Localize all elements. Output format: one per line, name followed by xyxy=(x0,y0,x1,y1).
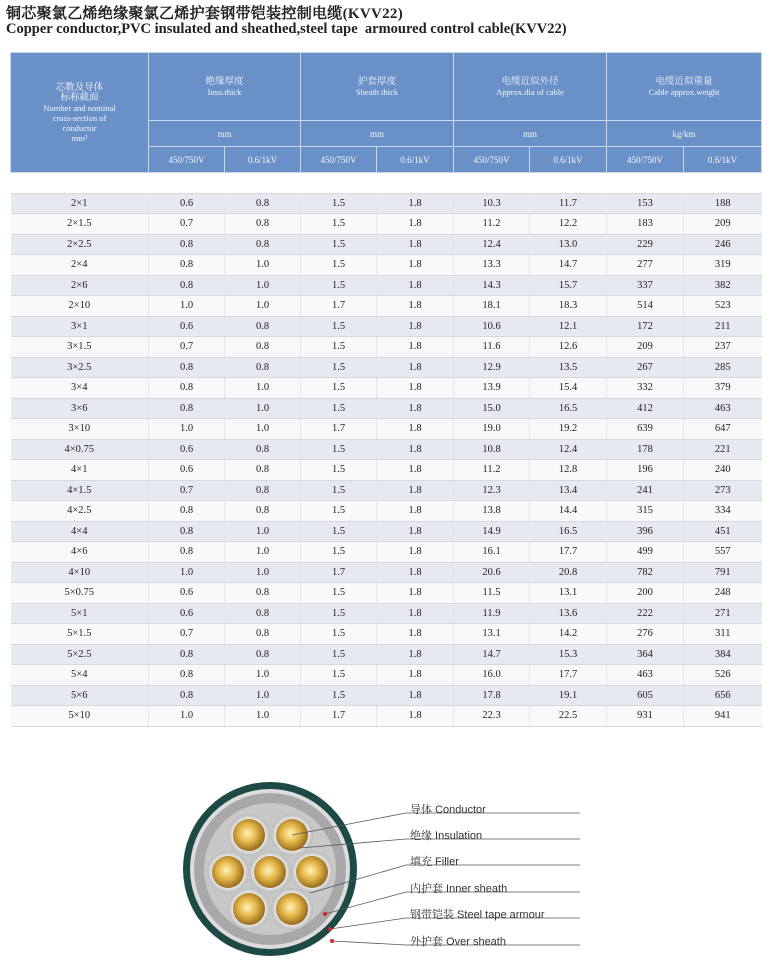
table-cell: 19.1 xyxy=(530,685,607,706)
label-filler: 填充 Filler xyxy=(410,856,459,868)
table-cell: 931 xyxy=(607,706,684,727)
table-cell: 1.8 xyxy=(377,562,454,583)
table-cell: 10.8 xyxy=(454,439,530,460)
cell-cross-section: 5×4 xyxy=(11,665,149,686)
table-cell: 16.0 xyxy=(454,665,530,686)
table-cell: 1.8 xyxy=(377,644,454,665)
table-cell: 1.0 xyxy=(225,275,301,296)
table-cell: 22.3 xyxy=(454,706,530,727)
table-cell: 14.4 xyxy=(530,501,607,522)
table-cell: 229 xyxy=(607,234,684,255)
table-cell: 13.6 xyxy=(530,603,607,624)
table-cell: 0.6 xyxy=(149,316,225,337)
table-cell: 14.2 xyxy=(530,624,607,645)
table-cell: 941 xyxy=(684,706,762,727)
table-cell: 0.7 xyxy=(149,480,225,501)
table-body xyxy=(11,173,762,727)
table-cell: 241 xyxy=(607,480,684,501)
table-cell: 16.5 xyxy=(530,398,607,419)
table-cell: 605 xyxy=(607,685,684,706)
table-row xyxy=(11,296,762,317)
cell-cross-section: 2×1.5 xyxy=(11,214,149,235)
table-cell: 12.4 xyxy=(454,234,530,255)
cable-cross-section-svg xyxy=(0,772,770,967)
table-cell: 1.7 xyxy=(301,706,377,727)
table-cell: 200 xyxy=(607,583,684,604)
table-cell: 523 xyxy=(684,296,762,317)
table-row xyxy=(11,275,762,296)
table-cell: 0.8 xyxy=(225,583,301,604)
table-cell: 183 xyxy=(607,214,684,235)
table-cell: 267 xyxy=(607,357,684,378)
table-cell: 0.6 xyxy=(149,193,225,214)
table-row xyxy=(11,398,762,419)
table-cell: 1.5 xyxy=(301,337,377,358)
table-cell: 13.9 xyxy=(454,378,530,399)
table-cell: 1.5 xyxy=(301,501,377,522)
table-cell: 1.0 xyxy=(149,706,225,727)
table-cell: 1.8 xyxy=(377,521,454,542)
table-cell: 240 xyxy=(684,460,762,481)
table-cell: 526 xyxy=(684,665,762,686)
table-row xyxy=(11,357,762,378)
table-cell: 364 xyxy=(607,644,684,665)
table-cell: 12.6 xyxy=(530,337,607,358)
table-cell: 1.5 xyxy=(301,480,377,501)
voltage-label: 450/750V xyxy=(454,147,530,173)
table-cell: 13.4 xyxy=(530,480,607,501)
cell-cross-section: 4×2.5 xyxy=(11,501,149,522)
table-cell: 1.8 xyxy=(377,685,454,706)
voltage-label: 0.6/1kV xyxy=(377,147,454,173)
table-cell: 1.7 xyxy=(301,562,377,583)
table-cell: 1.8 xyxy=(377,419,454,440)
table-cell: 13.5 xyxy=(530,357,607,378)
table-cell: 1.8 xyxy=(377,624,454,645)
table-cell: 0.8 xyxy=(149,665,225,686)
table-cell: 12.3 xyxy=(454,480,530,501)
table-cell: 1.0 xyxy=(225,296,301,317)
table-cell: 1.8 xyxy=(377,255,454,276)
cell-cross-section: 4×4 xyxy=(11,521,149,542)
table-cell: 1.7 xyxy=(301,296,377,317)
cell-cross-section: 2×10 xyxy=(11,296,149,317)
table-cell: 1.5 xyxy=(301,378,377,399)
table-cell: 1.5 xyxy=(301,316,377,337)
table-cell: 18.3 xyxy=(530,296,607,317)
table-cell: 1.5 xyxy=(301,214,377,235)
table-cell: 1.5 xyxy=(301,685,377,706)
table-cell: 311 xyxy=(684,624,762,645)
table-row xyxy=(11,665,762,686)
table-cell: 17.7 xyxy=(530,665,607,686)
cell-cross-section: 2×1 xyxy=(11,193,149,214)
table-cell: 0.8 xyxy=(149,521,225,542)
cell-cross-section: 2×6 xyxy=(11,275,149,296)
cell-cross-section: 4×0.75 xyxy=(11,439,149,460)
header-approx-weight: 电缆近似重量 Cable approx.weight xyxy=(607,53,762,121)
unit-weight: kg/km xyxy=(607,121,762,147)
table-cell: 0.8 xyxy=(149,275,225,296)
table-row xyxy=(11,255,762,276)
table-cell: 1.8 xyxy=(377,460,454,481)
table-cell: 791 xyxy=(684,562,762,583)
table-cell: 639 xyxy=(607,419,684,440)
table-cell: 1.5 xyxy=(301,398,377,419)
table-cell: 271 xyxy=(684,603,762,624)
table-cell: 1.8 xyxy=(377,316,454,337)
table-cell: 14.3 xyxy=(454,275,530,296)
table-cell: 10.6 xyxy=(454,316,530,337)
table-cell: 319 xyxy=(684,255,762,276)
table-cell: 0.8 xyxy=(149,255,225,276)
core xyxy=(291,851,333,893)
cell-cross-section: 3×1 xyxy=(11,316,149,337)
table-cell: 14.7 xyxy=(454,644,530,665)
table-cell: 172 xyxy=(607,316,684,337)
core xyxy=(249,851,291,893)
cell-cross-section: 3×4 xyxy=(11,378,149,399)
table-cell: 0.6 xyxy=(149,439,225,460)
table-cell: 0.8 xyxy=(225,603,301,624)
table-row xyxy=(11,419,762,440)
table-cell: 211 xyxy=(684,316,762,337)
table-cell: 782 xyxy=(607,562,684,583)
table-cell: 12.2 xyxy=(530,214,607,235)
table-cell: 1.5 xyxy=(301,234,377,255)
cell-cross-section: 5×6 xyxy=(11,685,149,706)
table-cell: 273 xyxy=(684,480,762,501)
table-cell: 16.1 xyxy=(454,542,530,563)
table-cell: 1.8 xyxy=(377,214,454,235)
table-cell: 12.1 xyxy=(530,316,607,337)
table-cell: 0.8 xyxy=(149,234,225,255)
table-cell: 1.0 xyxy=(225,685,301,706)
table-row xyxy=(11,234,762,255)
table-cell: 11.2 xyxy=(454,460,530,481)
label-inner-sheath: 内护套 Inner sheath xyxy=(410,883,508,895)
header-sheath-thickness: 护套厚度 Sheath thick xyxy=(301,53,454,121)
table-cell: 1.8 xyxy=(377,193,454,214)
table-cell: 1.5 xyxy=(301,439,377,460)
table-cell: 196 xyxy=(607,460,684,481)
table-cell: 16.5 xyxy=(530,521,607,542)
table-cell: 1.0 xyxy=(225,706,301,727)
table-row xyxy=(11,480,762,501)
label-conductor: 导体 Conductor xyxy=(410,804,486,816)
table-cell: 277 xyxy=(607,255,684,276)
table-cell: 178 xyxy=(607,439,684,460)
core xyxy=(271,888,313,930)
core xyxy=(228,814,270,856)
table-cell: 1.5 xyxy=(301,357,377,378)
cell-cross-section: 5×1 xyxy=(11,603,149,624)
table-row xyxy=(11,439,762,460)
table-cell: 1.5 xyxy=(301,665,377,686)
cell-cross-section: 3×10 xyxy=(11,419,149,440)
table-cell: 0.8 xyxy=(225,460,301,481)
table-cell: 1.8 xyxy=(377,357,454,378)
table-cell: 11.6 xyxy=(454,337,530,358)
cell-cross-section: 5×10 xyxy=(11,706,149,727)
cell-cross-section: 5×1.5 xyxy=(11,624,149,645)
table-cell: 15.3 xyxy=(530,644,607,665)
table-cell: 17.8 xyxy=(454,685,530,706)
table-cell: 285 xyxy=(684,357,762,378)
table-cell: 382 xyxy=(684,275,762,296)
table-cell: 153 xyxy=(607,193,684,214)
table-cell: 1.8 xyxy=(377,296,454,317)
table-cell: 15.0 xyxy=(454,398,530,419)
table-cell: 1.8 xyxy=(377,337,454,358)
table-cell: 332 xyxy=(607,378,684,399)
table-cell: 0.8 xyxy=(149,542,225,563)
cell-cross-section: 3×1.5 xyxy=(11,337,149,358)
table-cell: 1.8 xyxy=(377,275,454,296)
table-cell: 13.1 xyxy=(530,583,607,604)
table-cell: 11.5 xyxy=(454,583,530,604)
table-cell: 0.7 xyxy=(149,214,225,235)
table-cell: 1.7 xyxy=(301,419,377,440)
table-row xyxy=(11,562,762,583)
table-cell: 1.5 xyxy=(301,624,377,645)
table-cell: 13.1 xyxy=(454,624,530,645)
table-cell: 221 xyxy=(684,439,762,460)
table-cell: 384 xyxy=(684,644,762,665)
table-cell: 1.5 xyxy=(301,460,377,481)
table-cell: 463 xyxy=(607,665,684,686)
table-cell: 315 xyxy=(607,501,684,522)
table-cell: 1.5 xyxy=(301,583,377,604)
table-cell: 20.6 xyxy=(454,562,530,583)
table-cell: 1.8 xyxy=(377,234,454,255)
table-cell: 13.0 xyxy=(530,234,607,255)
cell-cross-section: 4×6 xyxy=(11,542,149,563)
table-cell: 13.3 xyxy=(454,255,530,276)
table-cell: 0.8 xyxy=(225,234,301,255)
table-cell: 379 xyxy=(684,378,762,399)
cell-cross-section: 4×1.5 xyxy=(11,480,149,501)
table-cell: 0.8 xyxy=(225,193,301,214)
table-cell: 0.6 xyxy=(149,460,225,481)
table-cell: 412 xyxy=(607,398,684,419)
table-cell: 1.8 xyxy=(377,398,454,419)
table-cell: 656 xyxy=(684,685,762,706)
table-cell: 22.5 xyxy=(530,706,607,727)
table-cell: 0.8 xyxy=(149,644,225,665)
table-cell: 1.5 xyxy=(301,542,377,563)
table-cell: 0.8 xyxy=(149,378,225,399)
table-row xyxy=(11,193,762,214)
table-cell: 15.7 xyxy=(530,275,607,296)
table-cell: 1.8 xyxy=(377,706,454,727)
table-cell: 209 xyxy=(684,214,762,235)
header-approx-diameter: 电缆近似外径 Approx.dia of cable xyxy=(454,53,607,121)
voltage-label: 450/750V xyxy=(149,147,225,173)
table-cell: 15.4 xyxy=(530,378,607,399)
table-cell: 463 xyxy=(684,398,762,419)
table-cell: 0.8 xyxy=(225,644,301,665)
table-row xyxy=(11,316,762,337)
cell-cross-section: 5×2.5 xyxy=(11,644,149,665)
table-cell: 1.0 xyxy=(225,521,301,542)
voltage-label: 450/750V xyxy=(607,147,684,173)
table-cell: 209 xyxy=(607,337,684,358)
table-cell: 12.8 xyxy=(530,460,607,481)
header-cross-section: 芯数及导体 标称截面 Number and nominal cross-section of conductor mm² xyxy=(11,53,149,173)
table-row xyxy=(11,706,762,727)
table-row xyxy=(11,542,762,563)
table-row xyxy=(11,583,762,604)
table-cell: 0.6 xyxy=(149,603,225,624)
table-cell: 0.8 xyxy=(225,337,301,358)
table-cell: 246 xyxy=(684,234,762,255)
table-cell: 0.8 xyxy=(225,480,301,501)
table-cell: 396 xyxy=(607,521,684,542)
cell-cross-section: 3×2.5 xyxy=(11,357,149,378)
table-cell: 1.5 xyxy=(301,603,377,624)
table-cell: 1.8 xyxy=(377,665,454,686)
table-cell: 1.0 xyxy=(225,542,301,563)
table-cell: 499 xyxy=(607,542,684,563)
table-cell: 11.9 xyxy=(454,603,530,624)
cell-cross-section: 4×1 xyxy=(11,460,149,481)
table-cell: 0.8 xyxy=(225,357,301,378)
table-cell: 0.7 xyxy=(149,337,225,358)
table-cell: 14.7 xyxy=(530,255,607,276)
voltage-label: 0.6/1kV xyxy=(684,147,762,173)
label-insulation: 绝缘 Insulation xyxy=(410,830,483,842)
header-row-titles xyxy=(11,53,762,121)
table-row xyxy=(11,337,762,358)
table-cell: 1.0 xyxy=(149,296,225,317)
header-insulation-thickness: 绝缘厚度 Insu.thick xyxy=(149,53,301,121)
table-cell: 0.8 xyxy=(225,439,301,460)
table-cell: 1.0 xyxy=(225,378,301,399)
table-cell: 514 xyxy=(607,296,684,317)
page-title-english: Copper conductor,PVC insulated and sheathed,steel tape armoured control cable(KVV22) xyxy=(6,21,567,37)
table-cell: 1.8 xyxy=(377,583,454,604)
table-cell: 337 xyxy=(607,275,684,296)
unit-sheath: mm xyxy=(301,121,454,147)
table-cell: 1.8 xyxy=(377,378,454,399)
core xyxy=(207,851,249,893)
table-cell: 1.5 xyxy=(301,521,377,542)
table-cell: 12.9 xyxy=(454,357,530,378)
table-cell: 0.8 xyxy=(149,398,225,419)
table-cell: 10.3 xyxy=(454,193,530,214)
table-cell: 188 xyxy=(684,193,762,214)
table-cell: 647 xyxy=(684,419,762,440)
table-row xyxy=(11,378,762,399)
cell-cross-section: 4×10 xyxy=(11,562,149,583)
table-row xyxy=(11,460,762,481)
table-cell: 0.7 xyxy=(149,624,225,645)
table-cell: 222 xyxy=(607,603,684,624)
cell-cross-section: 5×0.75 xyxy=(11,583,149,604)
table-cell: 0.6 xyxy=(149,583,225,604)
table-cell: 1.0 xyxy=(225,419,301,440)
unit-insulation: mm xyxy=(149,121,301,147)
table-cell: 18.1 xyxy=(454,296,530,317)
table-cell: 0.8 xyxy=(225,501,301,522)
table-cell: 237 xyxy=(684,337,762,358)
table-cell: 557 xyxy=(684,542,762,563)
table-cell: 17.7 xyxy=(530,542,607,563)
voltage-label: 450/750V xyxy=(301,147,377,173)
table-row xyxy=(11,685,762,706)
table-cell: 11.2 xyxy=(454,214,530,235)
table-cell: 1.8 xyxy=(377,603,454,624)
table-row xyxy=(11,501,762,522)
table-cell: 19.2 xyxy=(530,419,607,440)
table-cell: 0.8 xyxy=(225,624,301,645)
table-cell: 1.8 xyxy=(377,542,454,563)
table-cell: 334 xyxy=(684,501,762,522)
table-cell: 0.8 xyxy=(149,685,225,706)
table-cell: 1.8 xyxy=(377,480,454,501)
table-cell: 1.5 xyxy=(301,255,377,276)
table-cell: 0.8 xyxy=(225,316,301,337)
cell-cross-section: 2×4 xyxy=(11,255,149,276)
voltage-label: 0.6/1kV xyxy=(225,147,301,173)
table-cell: 1.0 xyxy=(149,419,225,440)
table-cell: 19.0 xyxy=(454,419,530,440)
table-cell: 14.9 xyxy=(454,521,530,542)
label-steel-tape-armour: 钢带铠装 Steel tape armour xyxy=(410,909,545,921)
table-row xyxy=(11,624,762,645)
table-cell: 1.0 xyxy=(225,255,301,276)
table-row xyxy=(11,214,762,235)
table-cell: 276 xyxy=(607,624,684,645)
label-over-sheath: 外护套 Over sheath xyxy=(410,936,506,948)
table-row xyxy=(11,603,762,624)
table-cell: 13.8 xyxy=(454,501,530,522)
cable-cross-section-diagram xyxy=(0,772,770,967)
table-cell: 1.5 xyxy=(301,275,377,296)
table-cell: 451 xyxy=(684,521,762,542)
core xyxy=(228,888,270,930)
table-cell: 0.8 xyxy=(225,214,301,235)
table-cell: 20.8 xyxy=(530,562,607,583)
table-cell: 1.0 xyxy=(149,562,225,583)
voltage-label: 0.6/1kV xyxy=(530,147,607,173)
table-cell: 248 xyxy=(684,583,762,604)
table-cell: 1.0 xyxy=(225,665,301,686)
cable-spec-table xyxy=(10,52,762,727)
table-cell: 1.0 xyxy=(225,562,301,583)
table-cell: 1.0 xyxy=(225,398,301,419)
cell-cross-section: 2×2.5 xyxy=(11,234,149,255)
cell-cross-section: 3×6 xyxy=(11,398,149,419)
page-title-chinese: 铜芯聚氯乙烯绝缘聚氯乙烯护套钢带铠装控制电缆(KVV22) xyxy=(6,6,404,22)
table-row xyxy=(11,521,762,542)
table-row xyxy=(11,644,762,665)
table-cell: 12.4 xyxy=(530,439,607,460)
table-cell: 11.7 xyxy=(530,193,607,214)
table-cell: 1.8 xyxy=(377,439,454,460)
table-cell: 1.8 xyxy=(377,501,454,522)
table-cell: 0.8 xyxy=(149,501,225,522)
table-cell: 1.5 xyxy=(301,193,377,214)
table-cell: 1.5 xyxy=(301,644,377,665)
unit-diameter: mm xyxy=(454,121,607,147)
table-cell: 0.8 xyxy=(149,357,225,378)
